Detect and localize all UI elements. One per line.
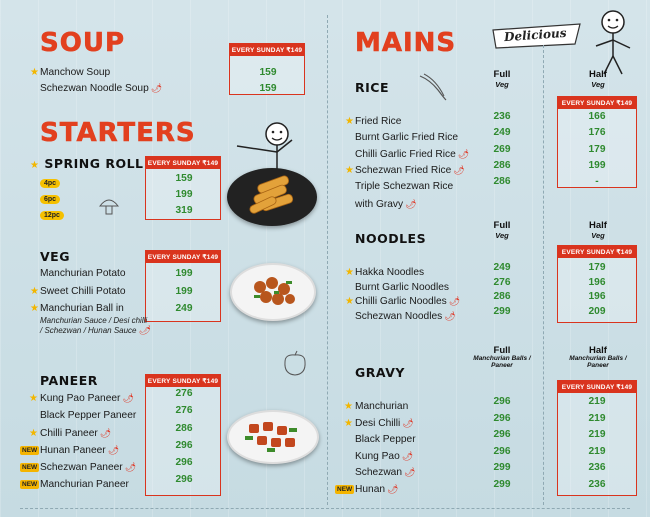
chili-icon: 🌶 [453, 164, 465, 175]
item-price: 236 [588, 462, 606, 473]
chili-icon: 🌶 [138, 325, 150, 335]
list-item [20, 457, 230, 474]
rice-heading: RICE [355, 80, 389, 95]
star-icon: ★ [30, 302, 39, 314]
list-item [40, 204, 193, 220]
spring-roll-image [227, 168, 317, 226]
rice-half-header: Half Veg [589, 69, 607, 89]
sunday-tag: EVERY SUNDAY ₹149 [146, 157, 220, 169]
star-icon: ★ [29, 427, 38, 439]
item-name-line2: with Gravy [355, 199, 404, 211]
list-item [335, 446, 635, 463]
item-name-wrap [40, 388, 134, 406]
item-price: 286 [493, 291, 511, 303]
item-price: 319 [175, 205, 193, 216]
list-item [345, 127, 635, 143]
sunday-tag: EVERY SUNDAY ₹149 [146, 375, 220, 387]
item-price: 219 [588, 396, 606, 407]
item-name-wrap [40, 440, 119, 458]
chili-icon: 🌶 [402, 417, 414, 428]
item-price: 249 [493, 127, 511, 139]
item-name-wrap [355, 396, 408, 414]
star-icon: ★ [30, 66, 39, 78]
list-item [345, 277, 635, 292]
item-name: Schezwan [355, 467, 403, 478]
item-price: 199 [588, 159, 606, 171]
item-name-wrap [40, 474, 129, 492]
veg-list [30, 264, 230, 336]
item-price: 286 [493, 176, 511, 188]
item-name-wrap [40, 405, 136, 423]
item-name: Kung Pao [355, 450, 400, 462]
chili-icon: 🌶 [405, 199, 417, 210]
chili-icon: 🌶 [107, 444, 120, 455]
mushroom-icon [98, 196, 120, 216]
item-price: 219 [588, 429, 606, 440]
list-item [345, 291, 635, 306]
item-name: Desi Chilli [355, 417, 401, 429]
item-name: Sweet Chilli Potato [40, 285, 126, 297]
item-name-wrap [355, 176, 453, 212]
item-price: 219 [588, 412, 606, 424]
item-name: Schezwan Noodles [355, 310, 443, 322]
list-item [345, 176, 635, 211]
item-name: Schezwan Fried Rice [355, 164, 452, 176]
item-price: 159 [259, 66, 277, 78]
list-item [20, 405, 230, 422]
chili-icon: 🌶 [457, 148, 470, 159]
chilli-paneer-image [227, 410, 319, 464]
new-badge: NEW [22, 481, 38, 489]
list-item [20, 388, 230, 405]
item-price: 199 [175, 267, 193, 279]
item-name-wrap [355, 111, 401, 129]
chili-icon: 🌶 [444, 310, 456, 321]
item-name: Manchurian Potato [40, 267, 126, 279]
item-name-wrap [355, 160, 465, 178]
sunday-tag: EVERY SUNDAY ₹149 [558, 381, 636, 393]
list-item [30, 264, 230, 282]
item-price: 296 [175, 474, 193, 486]
spring-roll-sizes [40, 172, 193, 220]
bell-pepper-icon [280, 350, 310, 378]
item-price: 159 [259, 82, 277, 94]
list-item [335, 479, 635, 496]
list-item [335, 413, 635, 430]
new-badge: NEW [22, 464, 38, 472]
item-price: 159 [175, 173, 193, 184]
stick-figure-icon [588, 6, 640, 76]
note-line: / Schezwan / Hunan Sauce 🌶 [40, 325, 150, 335]
item-price: 299 [493, 478, 511, 490]
gravy-full-header: Full Manchurian Balls / Paneer [473, 345, 531, 369]
noodles-heading: NOODLES [355, 231, 427, 246]
list-item [345, 262, 635, 277]
chili-icon: 🌶 [387, 483, 399, 494]
paneer-heading: PANEER [40, 373, 98, 388]
item-price: 296 [175, 439, 193, 451]
item-price: 276 [175, 388, 193, 399]
item-price: 199 [175, 285, 193, 297]
gravy-heading: GRAVY [355, 365, 405, 380]
list-item [345, 306, 635, 321]
item-name: Black Pepper [355, 434, 416, 445]
item-price: 196 [588, 276, 606, 288]
item-price: 176 [588, 127, 606, 139]
chili-icon: 🌶 [448, 296, 461, 307]
chili-icon: 🌶 [401, 450, 414, 461]
item-price: 269 [493, 143, 511, 155]
item-price: 236 [588, 478, 606, 490]
list-item [40, 188, 193, 204]
note-line: Manchurian Sauce / Desi chilli [40, 316, 148, 325]
item-price: 299 [493, 462, 511, 473]
star-icon: ★ [345, 116, 354, 127]
list-item [335, 396, 635, 413]
item-name-wrap [40, 423, 111, 441]
veg-heading: VEG [40, 249, 70, 264]
item-price: 296 [493, 445, 511, 457]
item-name-wrap [355, 306, 456, 324]
item-name: Chilli Paneer [40, 427, 98, 439]
soup-heading: SOUP [40, 28, 125, 58]
size-tag: 12pc [40, 211, 64, 220]
star-icon: ★ [30, 160, 40, 171]
item-name-wrap [355, 429, 416, 447]
item-name: Kung Pao Paneer [40, 393, 121, 404]
item-price: 296 [175, 457, 193, 469]
rice-full-header: Full Veg [493, 69, 511, 89]
soup-list [30, 64, 320, 96]
list-item [20, 474, 230, 491]
item-name: Manchurian [355, 401, 409, 412]
item-name: Chilli Garlic Fried Rice [355, 148, 456, 160]
item-name: Hakka Noodles [355, 267, 425, 278]
star-icon: ★ [345, 267, 354, 278]
new-badge: NEW [337, 485, 353, 493]
size-tag: 6pc [40, 195, 60, 204]
item-price: - [595, 176, 599, 188]
item-name-wrap [355, 479, 398, 497]
item-name-wrap [355, 144, 469, 162]
veg-note [30, 316, 230, 336]
chili-doodle-icon [416, 70, 450, 102]
rice-list [345, 111, 635, 211]
item-price: 276 [175, 405, 193, 417]
item-name-wrap [355, 127, 458, 145]
item-price: 249 [175, 302, 193, 314]
delicious-text: Delicious [503, 25, 567, 45]
chili-icon: 🌶 [404, 467, 416, 477]
list-item [345, 111, 635, 127]
item-name: Hunan Paneer [40, 444, 106, 456]
chili-icon: 🌶 [122, 393, 134, 403]
item-name: Burnt Garlic Fried Rice [355, 132, 459, 144]
list-item [345, 144, 635, 160]
list-item [40, 172, 193, 188]
item-price: 219 [588, 445, 606, 457]
delicious-banner [490, 22, 585, 50]
column-divider [327, 15, 328, 505]
star-icon: ★ [344, 401, 353, 412]
list-item [20, 440, 230, 457]
size-tag: 4pc [40, 179, 60, 188]
star-icon: ★ [345, 296, 354, 308]
item-price: 199 [175, 189, 193, 200]
list-item [30, 80, 320, 96]
sunday-tag: EVERY SUNDAY ₹149 [558, 246, 636, 258]
sunday-tag: EVERY SUNDAY ₹149 [146, 251, 220, 263]
spring-roll-heading: ★ SPRING ROLL [30, 156, 144, 171]
item-price: 286 [175, 422, 193, 434]
item-name: Burnt Garlic Noodles [355, 281, 449, 293]
gravy-half-header: Half Manchurian Balls / Paneer [569, 345, 627, 369]
item-price: 296 [493, 396, 511, 407]
item-name-wrap [355, 446, 413, 464]
item-price: 286 [493, 159, 511, 171]
item-name: Manchow Soup [40, 66, 111, 78]
item-price: 296 [493, 429, 511, 440]
item-name: Schezwan Noodle Soup [40, 82, 149, 94]
item-name-wrap [40, 457, 136, 475]
sunday-tag: EVERY SUNDAY ₹149 [558, 97, 636, 109]
item-price: 166 [588, 111, 606, 122]
chili-icon: 🌶 [99, 427, 112, 438]
mains-heading: MAINS [355, 28, 457, 58]
chili-icon: 🌶 [124, 462, 137, 473]
gravy-list [335, 396, 635, 495]
list-item [335, 429, 635, 446]
list-item [30, 282, 230, 300]
item-price: 209 [588, 305, 606, 317]
star-icon: ★ [345, 164, 354, 176]
star-icon: ★ [29, 393, 38, 404]
star-icon: ★ [344, 417, 353, 429]
manchurian-image [230, 263, 316, 321]
bottom-divider [20, 508, 630, 509]
item-name: Schezwan Paneer [40, 462, 123, 474]
item-price: 276 [493, 276, 511, 288]
star-icon: ★ [30, 285, 39, 297]
item-price: 179 [588, 262, 606, 273]
list-item [335, 462, 635, 479]
item-name: Chilli Garlic Noodles [355, 296, 447, 308]
item-name: Triple Schezwan Rice [355, 181, 454, 193]
item-price: 179 [588, 143, 606, 155]
item-name: Hunan [355, 483, 386, 495]
item-price: 249 [493, 262, 511, 273]
list-item [30, 300, 230, 316]
sunday-tag: EVERY SUNDAY ₹149 [230, 44, 304, 56]
list-item [345, 160, 635, 176]
item-name: Manchurian Ball in [40, 302, 124, 314]
noodles-full-header: Full Veg [493, 220, 511, 240]
noodles-list [345, 262, 635, 320]
noodles-half-header: Half Veg [589, 220, 607, 240]
item-price: 196 [588, 291, 606, 303]
item-name-wrap [355, 462, 415, 480]
item-name: Manchurian Paneer [40, 479, 129, 491]
list-item [20, 423, 230, 440]
item-name-wrap [355, 413, 414, 431]
item-price: 236 [493, 111, 511, 122]
chili-icon: 🌶 [150, 82, 163, 93]
item-price: 296 [493, 412, 511, 424]
item-price: 299 [493, 305, 511, 317]
item-name: Black Pepper Paneer [40, 410, 137, 422]
paneer-list [20, 388, 230, 492]
starters-heading: STARTERS [40, 118, 196, 148]
new-badge: NEW [22, 446, 38, 454]
item-name: Fried Rice [355, 116, 402, 127]
list-item [30, 64, 320, 80]
